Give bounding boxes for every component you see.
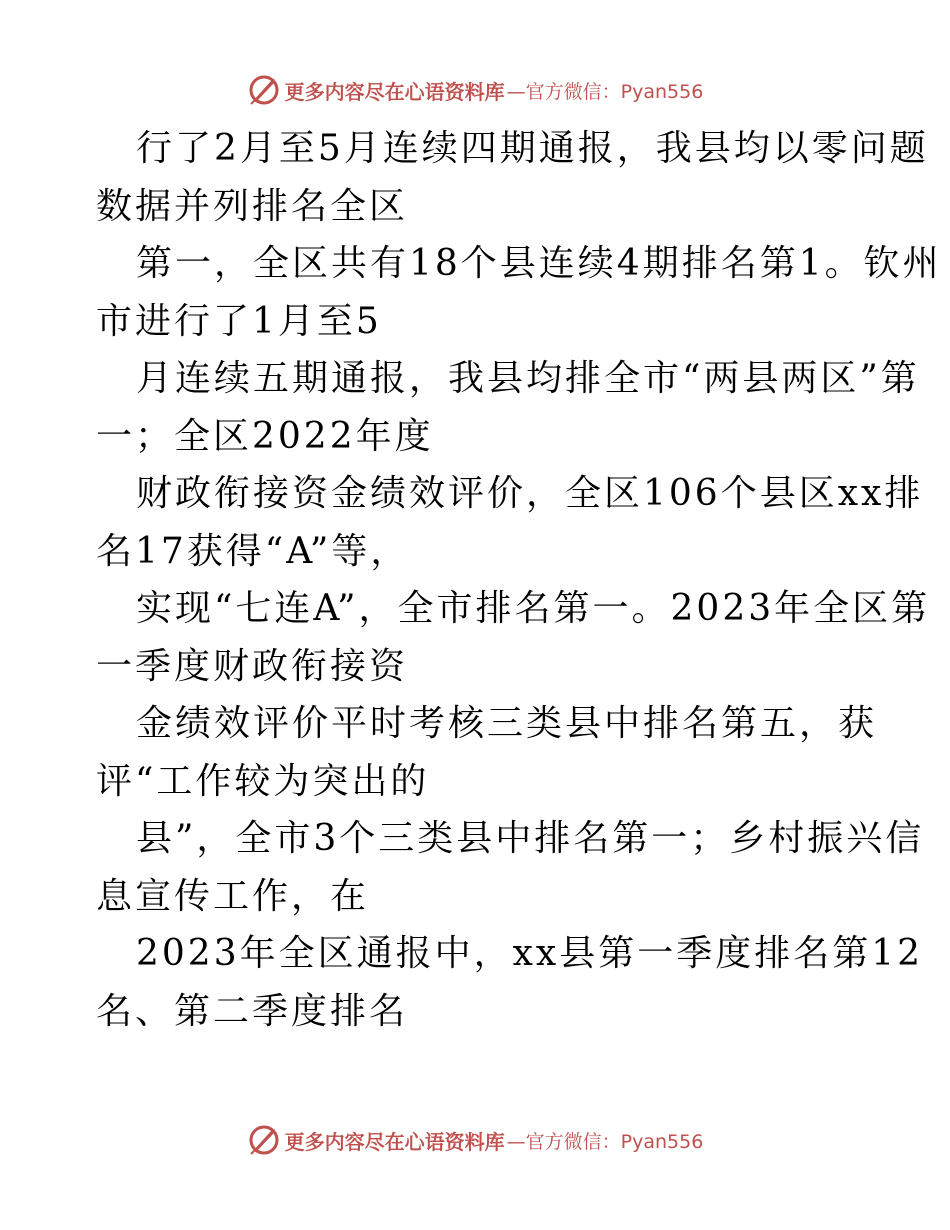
quill-logo-icon (247, 73, 281, 107)
body-line: 金绩效评价平时考核三类县中排名第五，获 (136, 703, 878, 744)
body-line: 名、第二季度排名 (96, 990, 409, 1032)
body-line: 第一，全区共有18个县连续4期排名第1。钦州 (136, 243, 942, 284)
body-line: 评“工作较为突出的 (96, 760, 430, 802)
body-line: 息宣传工作，在 (96, 875, 370, 917)
body-line: 行了2月至5月连续四期通报，我县均以零问题 (136, 128, 929, 169)
body-line: 月连续五期通报，我县均排全市“两县两区”第 (136, 358, 920, 399)
quill-logo-icon (247, 1123, 281, 1157)
document-body (96, 120, 942, 1040)
body-line: 一；全区2022年度 (96, 415, 434, 457)
footer-contact-text: —官方微信：Pyan556 (506, 1130, 704, 1153)
header-banner (0, 70, 950, 110)
body-line: 实现“七连A”，全市排名第一。2023年全区第 (136, 588, 931, 629)
footer-banner (0, 1120, 950, 1160)
body-line: 县”，全市3个三类县中排名第一；乡村振兴信 (136, 818, 925, 859)
body-line: 数据并列排名全区 (96, 185, 409, 227)
footer-brand-text: 更多内容尽在心语资料库 (284, 1129, 505, 1154)
body-line: 市进行了1月至5 (96, 300, 382, 342)
header-contact-text: —官方微信：Pyan556 (506, 80, 704, 103)
body-line: 2023年全区通报中，xx县第一季度排名第12 (136, 933, 924, 974)
body-line: 一季度财政衔接资 (96, 645, 409, 687)
body-line: 名17获得“A”等， (96, 530, 410, 572)
body-line: 财政衔接资金绩效评价，全区106个县区xx排 (136, 473, 924, 514)
header-brand-text: 更多内容尽在心语资料库 (284, 79, 505, 104)
